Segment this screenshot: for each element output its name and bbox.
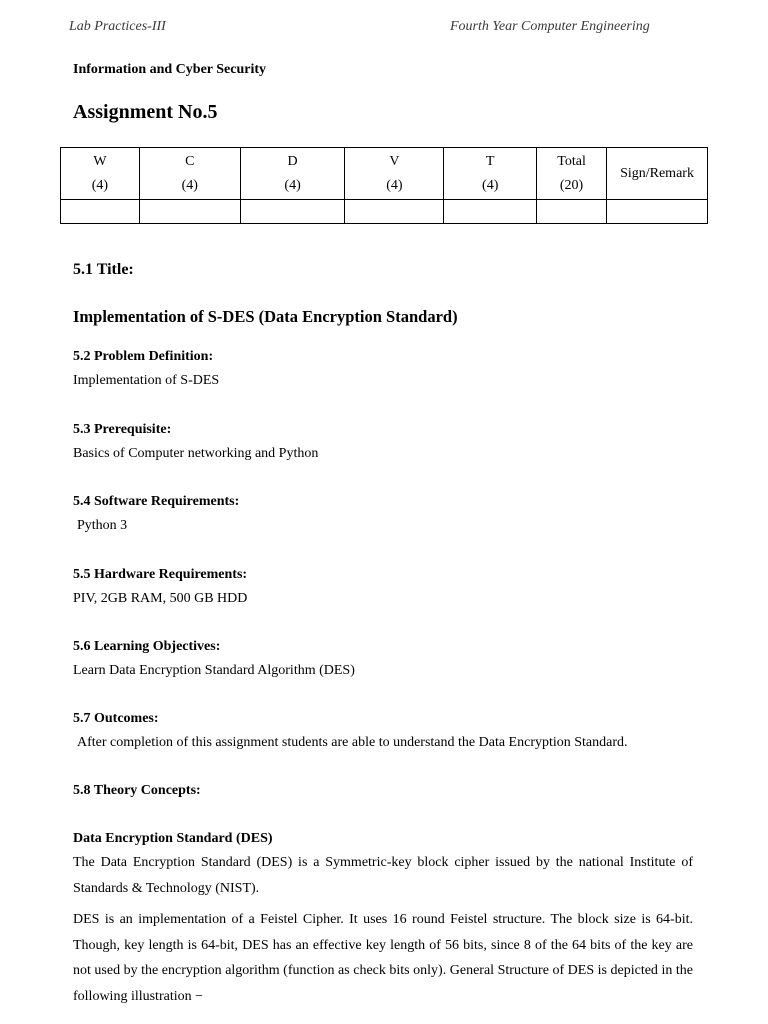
- marks-col-c: [139, 148, 240, 200]
- marks-col-t: [444, 148, 537, 200]
- marks-col-max: (4): [386, 177, 403, 193]
- marks-cell: [240, 200, 345, 224]
- marks-col-sign: Sign/Remark: [607, 148, 708, 200]
- marks-col-name: D: [287, 153, 298, 169]
- marks-col-name: V: [389, 153, 400, 169]
- objectives-text: Learn Data Encryption Standard Algorithm (DES): [73, 663, 355, 678]
- marks-cell: [139, 200, 240, 224]
- prereq-heading: 5.3 Prerequisite:: [73, 422, 172, 437]
- marks-col-d: [240, 148, 345, 200]
- subject-title: Information and Cyber Security: [73, 62, 267, 77]
- theory-heading: 5.8 Theory Concepts:: [73, 783, 201, 798]
- outcomes-heading: 5.7 Outcomes:: [73, 711, 159, 726]
- theory-paragraph-2: DES is an implementation of a Feistel Cipher. It uses 16 round Feistel structure. The block size is 64-bit. Though, key length is 64-bit, DES has an effective key length of 56 bits, since 8 of the 64 bits of the key are not used by the encryption algorithm (function as check bits only). General Structure of DES is depicted in the following illustration −: [73, 912, 693, 1004]
- objectives-heading: 5.6 Learning Objectives:: [73, 639, 221, 654]
- assignment-title: Assignment No.5: [73, 101, 218, 123]
- des-subheading: Data Encryption Standard (DES): [73, 831, 273, 846]
- hardware-heading: 5.5 Hardware Requirements:: [73, 567, 248, 582]
- marks-cell: [537, 200, 607, 224]
- marks-cell: [61, 200, 140, 224]
- problem-text: Implementation of S-DES: [73, 373, 220, 388]
- marks-header-row: [61, 148, 708, 200]
- header-course: Lab Practices-III: [69, 19, 166, 34]
- marks-col-max: (4): [181, 177, 198, 193]
- marks-cell: [345, 200, 444, 224]
- marks-col-name: T: [485, 153, 495, 169]
- outcomes-text: After completion of this assignment students are able to understand the Data Encryption Standard.: [77, 735, 628, 750]
- marks-col-max: (4): [482, 177, 499, 193]
- marks-col-name: Total: [557, 153, 586, 169]
- marks-cell: [444, 200, 537, 224]
- marks-col-w: [61, 148, 140, 200]
- software-text: Python 3: [77, 518, 128, 533]
- marks-col-total: [537, 148, 607, 200]
- marks-entry-row: [61, 200, 708, 224]
- title-text: Implementation of S-DES (Data Encryption Standard): [73, 307, 458, 326]
- hardware-text: PIV, 2GB RAM, 500 GB HDD: [73, 591, 248, 606]
- marks-table: [60, 147, 708, 224]
- marks-col-max: (4): [91, 177, 109, 193]
- header-year: Fourth Year Computer Engineering: [450, 19, 650, 34]
- theory-paragraph-1: The Data Encryption Standard (DES) is a Symmetric-key block cipher issued by the national Institute of Standards & Technology (NIST).: [73, 855, 693, 896]
- prereq-text: Basics of Computer networking and Python: [73, 446, 319, 461]
- marks-col-max: (20): [559, 177, 584, 193]
- software-heading: 5.4 Software Requirements:: [73, 494, 240, 509]
- marks-col-max: (4): [284, 177, 301, 193]
- marks-col-name: W: [93, 153, 107, 169]
- marks-cell: [607, 200, 708, 224]
- marks-col-v: [345, 148, 444, 200]
- problem-heading: 5.2 Problem Definition:: [73, 349, 214, 364]
- title-heading: 5.1 Title:: [73, 261, 134, 278]
- marks-col-name: C: [185, 153, 195, 169]
